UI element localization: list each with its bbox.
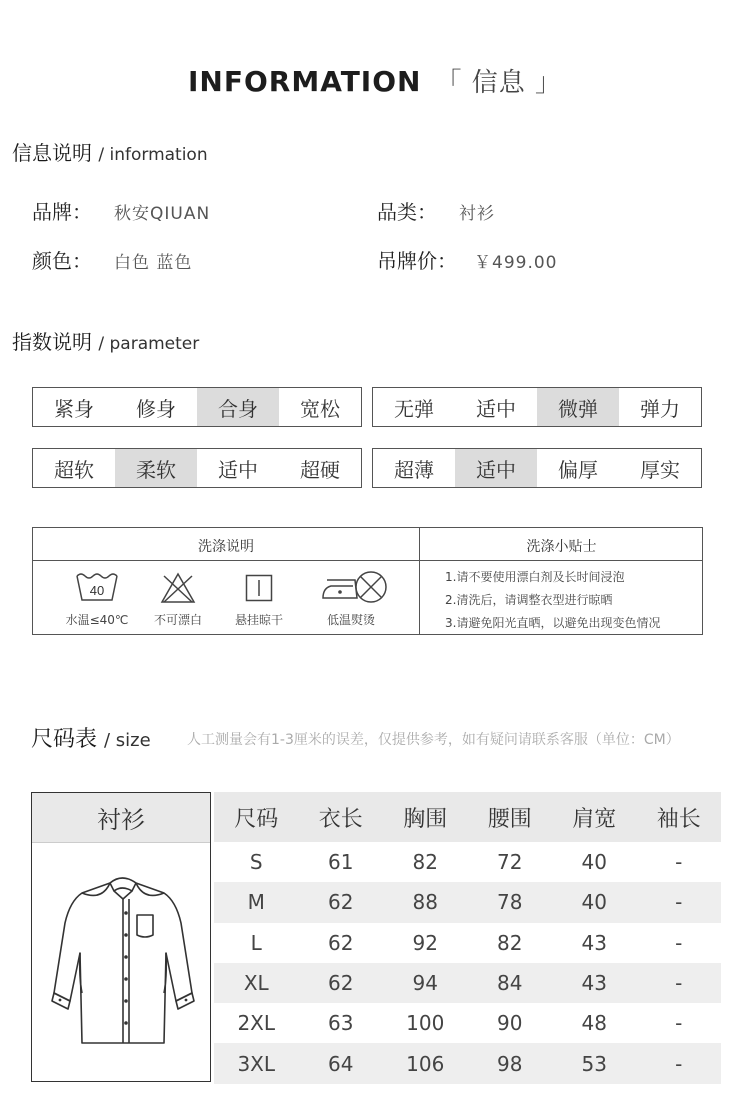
- table-cell: 40: [581, 890, 607, 915]
- page-title: [0, 62, 750, 99]
- info-section-heading: [12, 137, 208, 166]
- param-option: 弹力: [640, 396, 680, 421]
- param-option: 无弹: [394, 396, 434, 421]
- param-section-sub: / parameter: [98, 334, 200, 354]
- param-section-label: 指数说明: [12, 330, 92, 354]
- size-table: [214, 792, 721, 1084]
- table-cell: 106: [406, 1051, 445, 1076]
- header-sleeve: 袖长: [656, 806, 701, 832]
- no-bleach-icon: [160, 572, 196, 604]
- title-en: INFORMATION: [188, 65, 422, 98]
- param-option: 厚实: [640, 457, 680, 482]
- table-cell: -: [675, 1011, 683, 1036]
- size-table-body: [214, 842, 721, 1084]
- wash-temp-label: 水温≤40℃: [65, 613, 129, 627]
- wash-tip-1: 1.请不要使用漂白剂及长时间浸泡: [445, 570, 625, 584]
- table-row: [214, 842, 721, 882]
- category-label: 品类：: [377, 200, 437, 224]
- table-cell: -: [675, 1051, 683, 1076]
- param-section-heading: [12, 326, 199, 355]
- table-cell: 48: [581, 1011, 607, 1036]
- wash-temp-number: 40: [89, 583, 105, 598]
- brand-label: 品牌：: [32, 200, 92, 224]
- shirt-icon: [32, 843, 209, 1080]
- table-cell: 62: [328, 930, 354, 955]
- param-option: 修身: [136, 396, 176, 421]
- table-cell: 43: [581, 971, 607, 996]
- table-cell: XL: [243, 971, 269, 996]
- table-cell: 43: [581, 930, 607, 955]
- size-note: 人工测量会有1-3厘米的误差，仅提供参考，如有疑问请联系客服（单位：CM）: [187, 732, 680, 748]
- param-option: 柔软: [115, 449, 197, 487]
- wash-header-line: [33, 560, 702, 561]
- param-option: 合身: [197, 388, 279, 426]
- header-length: 衣长: [318, 806, 363, 832]
- table-cell: 63: [328, 1011, 354, 1036]
- low-iron-label: 低温熨烫: [326, 613, 375, 627]
- size-section-heading: [31, 722, 151, 753]
- title-cn: 「 信息 」: [435, 68, 562, 98]
- table-cell: -: [675, 971, 683, 996]
- param-option: 微弹: [537, 388, 619, 426]
- stretch-scale: [372, 387, 702, 427]
- table-cell: -: [675, 930, 683, 955]
- param-option: 宽松: [300, 396, 340, 421]
- header-shoulder: 肩宽: [572, 806, 617, 832]
- param-option: 紧身: [54, 396, 94, 421]
- table-cell: 53: [581, 1051, 607, 1076]
- category-value: 衬衫: [459, 204, 495, 224]
- softness-scale: [32, 448, 362, 488]
- size-section-label: 尺码表: [31, 727, 98, 752]
- param-option: 偏厚: [558, 457, 598, 482]
- table-cell: 64: [328, 1051, 354, 1076]
- garment-type: 衬衫: [32, 793, 210, 843]
- param-option: 超软: [54, 457, 94, 482]
- param-option: 适中: [455, 449, 537, 487]
- color-value: 白色 蓝色: [114, 253, 193, 273]
- color-label: 颜色：: [32, 249, 92, 273]
- wash-panel: [32, 527, 703, 635]
- table-cell: 78: [497, 890, 523, 915]
- table-cell: 94: [412, 971, 438, 996]
- table-cell: 88: [412, 890, 438, 915]
- param-option: 超薄: [394, 457, 434, 482]
- table-cell: 2XL: [237, 1011, 276, 1036]
- param-option: 超硬: [300, 457, 340, 482]
- table-cell: 62: [328, 890, 354, 915]
- table-row: [214, 923, 721, 963]
- wash-title: 洗涤说明: [198, 539, 254, 555]
- table-cell: S: [249, 850, 263, 875]
- hang-dry-icon: [245, 574, 273, 602]
- size-section-sub: / size: [104, 730, 151, 751]
- table-cell: 62: [328, 971, 354, 996]
- price-value: ￥499.00: [474, 253, 558, 273]
- table-cell: -: [675, 890, 683, 915]
- size-table-header: [214, 792, 721, 842]
- table-row: [214, 1043, 721, 1083]
- table-cell: L: [250, 930, 262, 955]
- table-cell: 40: [581, 850, 607, 875]
- info-section-label: 信息说明: [12, 141, 92, 165]
- table-cell: 61: [328, 850, 354, 875]
- table-cell: 84: [497, 971, 523, 996]
- info-section-sub: / information: [98, 145, 208, 165]
- table-cell: 100: [406, 1011, 445, 1036]
- header-waist: 腰围: [487, 806, 532, 832]
- header-size: 尺码: [234, 806, 279, 832]
- table-cell: 82: [497, 930, 523, 955]
- table-row: [214, 882, 721, 922]
- table-cell: 72: [497, 850, 523, 875]
- price-label: 吊牌价：: [377, 249, 457, 273]
- hang-dry-label: 悬挂晾干: [234, 613, 283, 627]
- table-cell: 82: [412, 850, 438, 875]
- param-option: 适中: [476, 396, 516, 421]
- table-cell: 98: [497, 1051, 523, 1076]
- table-cell: -: [675, 850, 683, 875]
- header-chest: 胸围: [403, 806, 448, 832]
- table-cell: 3XL: [237, 1051, 276, 1076]
- shirt-illustration-box: [31, 792, 211, 1082]
- no-bleach-label: 不可漂白: [153, 613, 202, 627]
- table-row: [214, 1003, 721, 1043]
- thickness-scale: [372, 448, 702, 488]
- table-cell: 90: [497, 1011, 523, 1036]
- low-iron-icon: [321, 570, 389, 604]
- wash-tip-2: 2.清洗后，请调整衣型进行晾晒: [445, 593, 613, 607]
- wash-40-icon: [75, 570, 119, 604]
- table-row: [214, 963, 721, 1003]
- wash-tip-3: 3.请避免阳光直晒，以避免出现变色情况: [445, 616, 661, 630]
- brand-value: 秋安QIUAN: [114, 204, 211, 224]
- fit-scale: [32, 387, 362, 427]
- wash-tips-title: 洗涤小贴士: [526, 539, 597, 555]
- table-cell: 92: [412, 930, 438, 955]
- table-cell: M: [247, 890, 265, 915]
- param-option: 适中: [218, 457, 258, 482]
